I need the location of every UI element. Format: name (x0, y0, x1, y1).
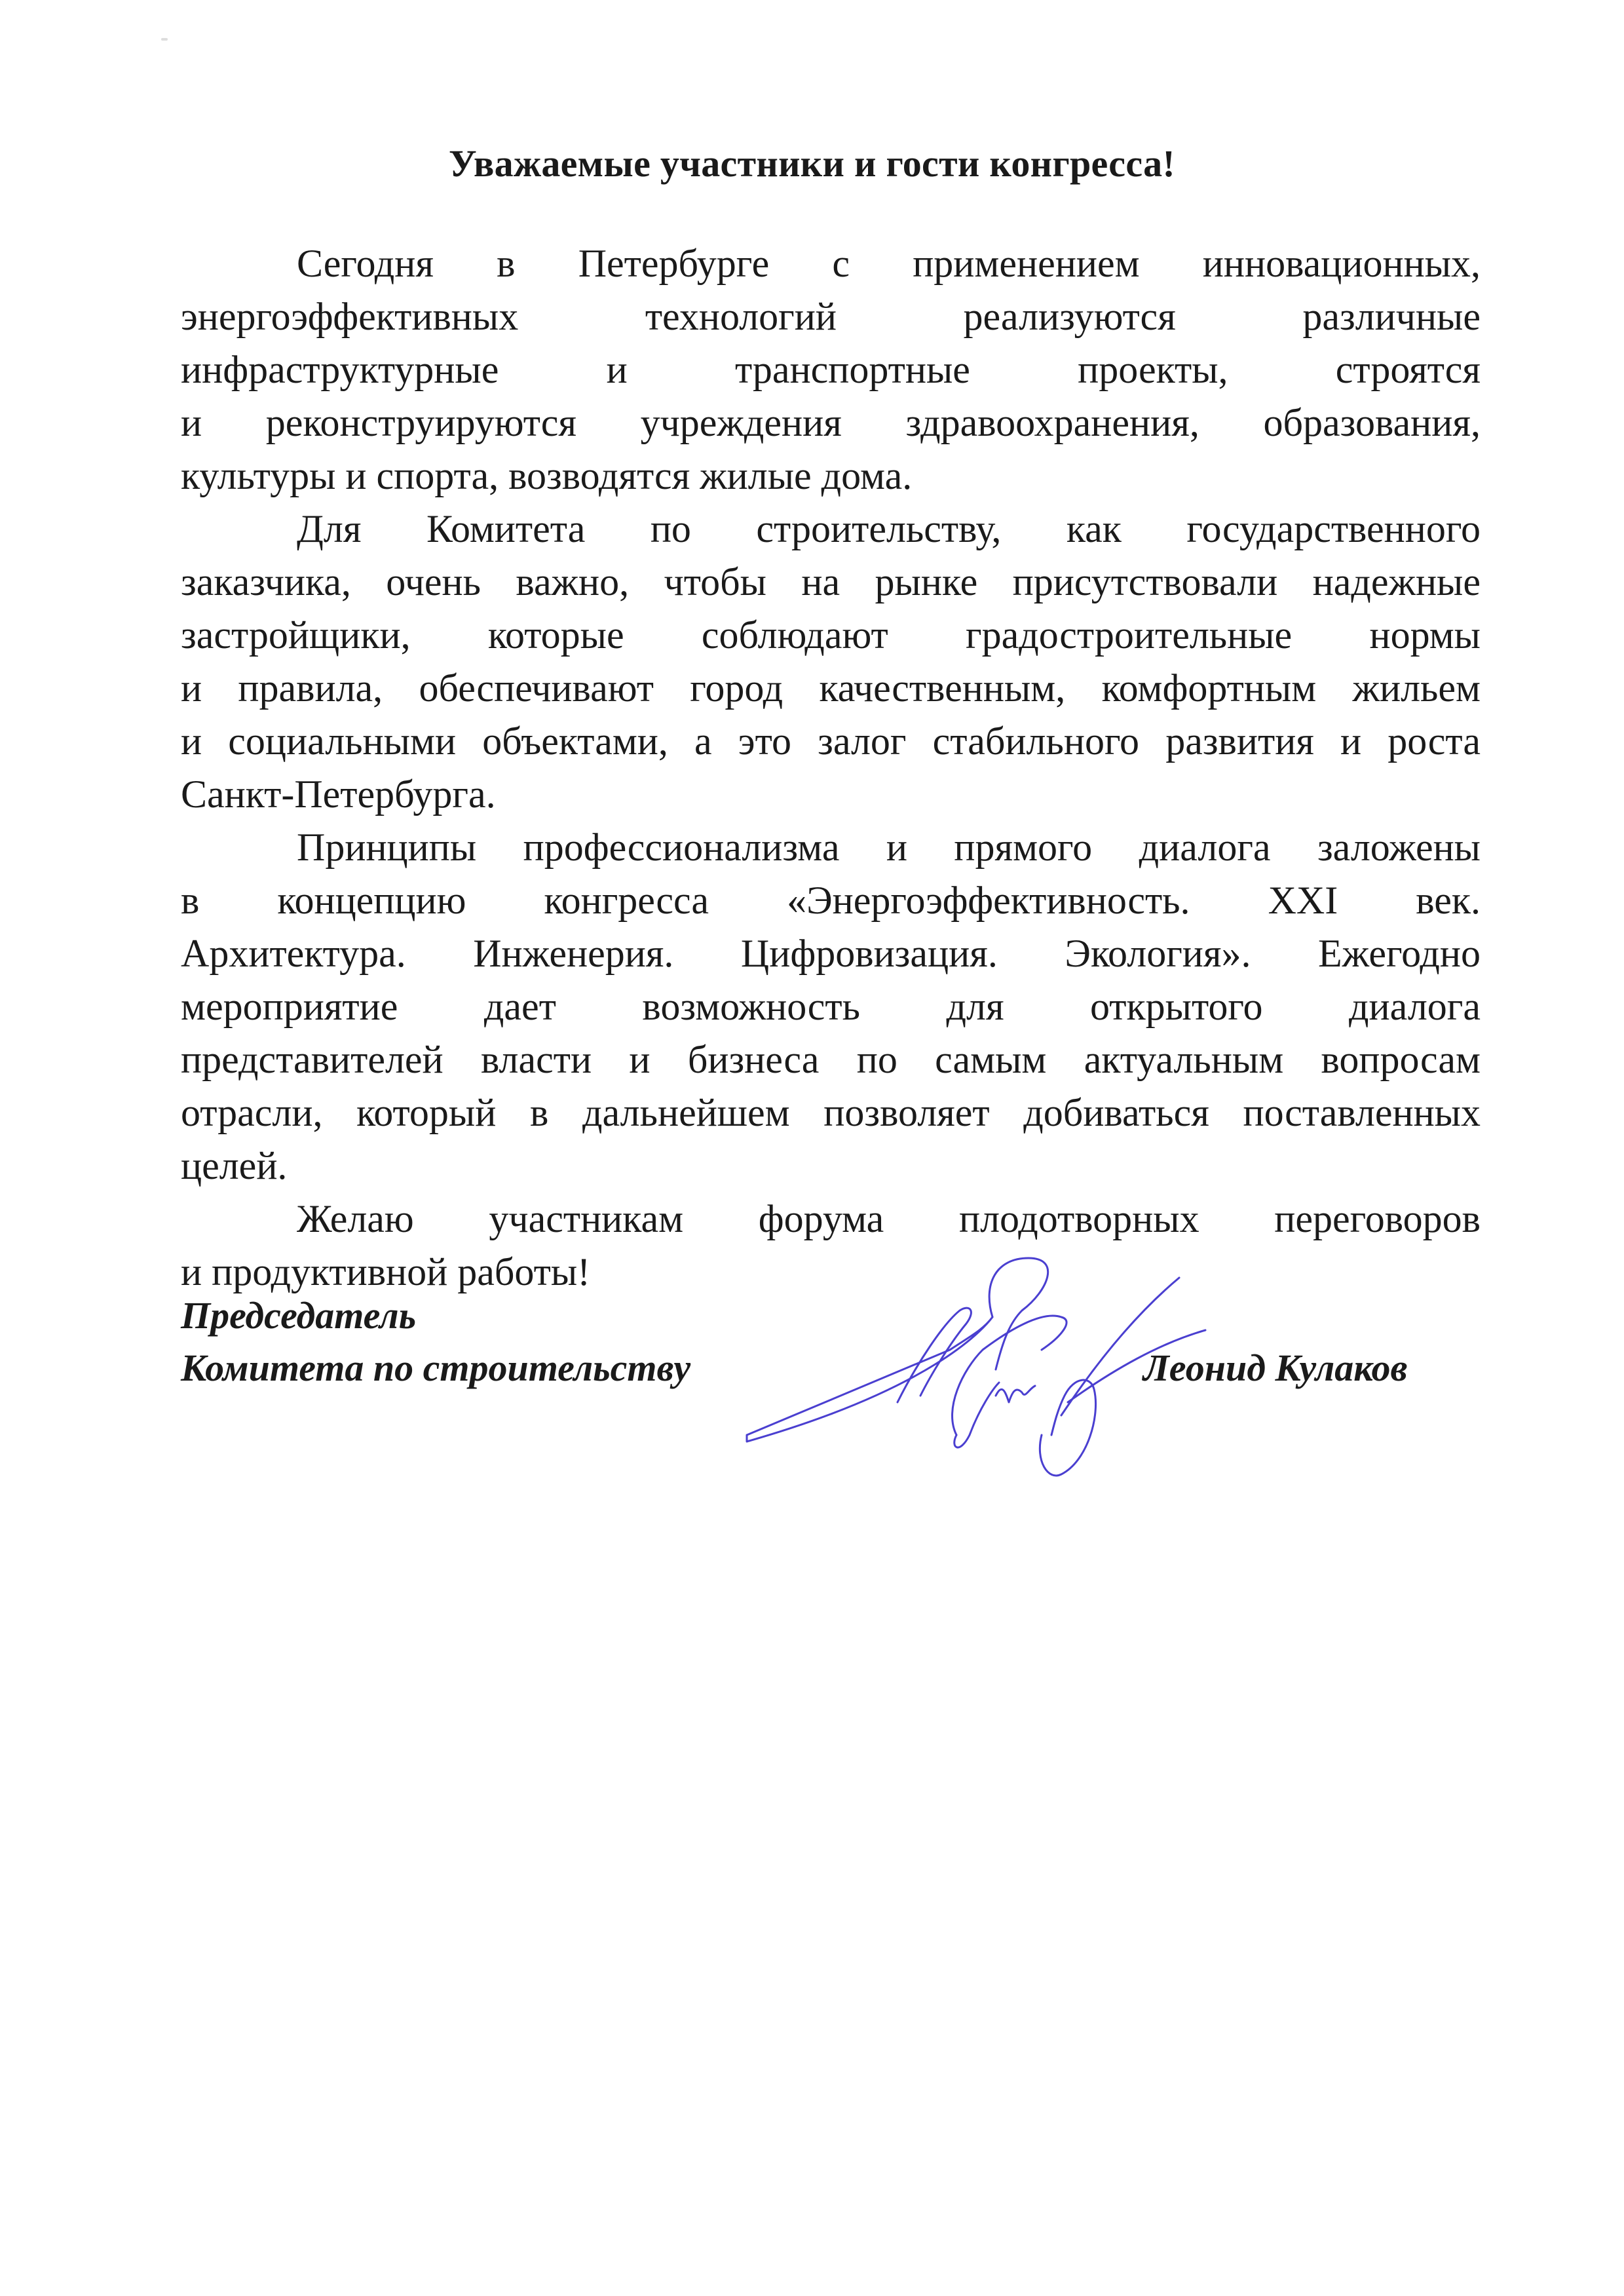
position-line: Председатель (181, 1294, 417, 1337)
text-line: культуры и спорта, возводятся жилые дома. (181, 454, 913, 497)
text-line: в концепцию конгресса «Энергоэффективность. XXI век. (181, 879, 1481, 922)
text-line: целей. (181, 1144, 288, 1187)
text-line: и социальными объектами, а это залог стабильного развития и роста (181, 719, 1481, 763)
text-line: энергоэффективных технологий реализуются различные (181, 295, 1481, 338)
text-line: Архитектура. Инженерия. Цифровизация. Экология». Ежегодно (181, 932, 1481, 975)
text-line: заказчика, очень важно, чтобы на рынке присутствовали надежные (181, 560, 1481, 603)
signer-name: Леонид Кулаков (1143, 1347, 1408, 1389)
text-line: Сегодня в Петербурге с применением инновационных, (297, 242, 1481, 285)
text-line: и продуктивной работы! (181, 1250, 591, 1293)
text-line: и правила, обеспечивают город качественным, комфортным жильем (181, 666, 1481, 710)
paragraph (181, 821, 1481, 1193)
position-line: Комитета по строительству (181, 1347, 691, 1389)
signer-position (181, 1290, 690, 1394)
text-line: Принципы профессионализма и прямого диалога заложены (297, 826, 1481, 869)
text-line: застройщики, которые соблюдают градостроительные нормы (181, 613, 1481, 657)
letter-title: Уважаемые участники и гости конгресса! (448, 142, 1176, 185)
text-line: Желаю участникам форума плодотворных переговоров (297, 1197, 1481, 1240)
text-line: мероприятие дает возможность для открытого диалога (181, 985, 1481, 1028)
text-line: Для Комитета по строительству, как государственного (297, 507, 1481, 550)
text-line: Санкт-Петербурга. (181, 773, 496, 816)
text-line: отрасли, который в дальнейшем позволяет добиваться поставленных (181, 1091, 1481, 1134)
text-line: инфраструктурные и транспортные проекты, строятся (181, 348, 1481, 391)
text-line: представителей власти и бизнеса по самым актуальным вопросам (181, 1038, 1481, 1081)
scan-speck (161, 38, 168, 41)
paragraph (181, 503, 1481, 821)
paragraph (181, 237, 1481, 503)
text-line: и реконструируются учреждения здравоохранения, образования, (181, 401, 1481, 444)
letter-body (181, 237, 1481, 1299)
